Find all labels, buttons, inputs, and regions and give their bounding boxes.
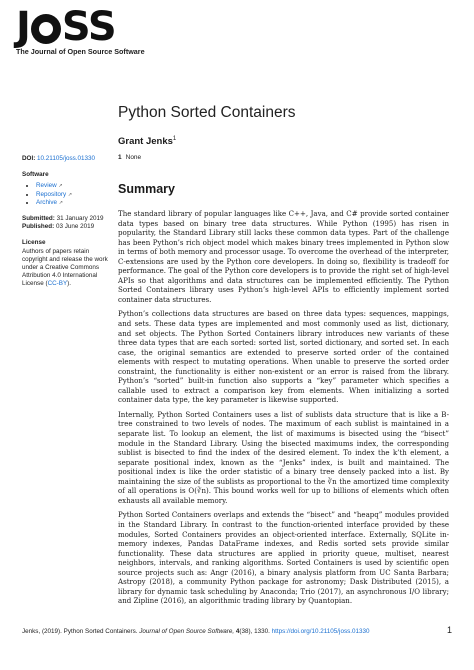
joss-logo	[16, 6, 145, 56]
license-heading: License	[22, 239, 46, 247]
list-item	[36, 182, 112, 190]
license-block	[22, 239, 112, 288]
logo-letter-j: J	[16, 4, 30, 50]
summary-heading: Summary	[118, 182, 175, 196]
external-link-icon: ↗	[58, 199, 63, 206]
license-body: Authors of papers retain copyright and release the work under a Creative Commons Attribution 4.0 International License (	[22, 247, 108, 288]
journal-name: The Journal of Open Source Software	[16, 47, 145, 56]
affiliation	[118, 154, 141, 161]
published-label: Published:	[22, 223, 55, 231]
license-end: ).	[67, 280, 72, 288]
sidebar	[22, 155, 112, 297]
submitted-label: Submitted:	[22, 215, 55, 223]
license-text	[22, 248, 112, 289]
paragraph: The standard library of popular languages like C++, Java, and C# provide sorted container data types based on binary tree data structures. While Python (1995) has risen in popularity, the Standard Library still lacks these common data types. Part of the challenge has been Python’s rich object model which makes binary trees implemented in Python slow in terms of both memory and processor usage. To overcome the overhead of the interpreter, C-extensions are used by the Python core developers. In doing so, flexibility is tradeoff for performance. The goal of the Python core developers is to provide the right set of high-level APIs so that algorithms and data structures can be implemented efficiently. The Python Sorted Containers library uses Python’s high-level APIs to efficiently implement sorted container data structures.	[118, 209, 449, 304]
citation	[22, 628, 370, 635]
review-link[interactable]: Review	[36, 182, 57, 190]
page-number: 1	[446, 625, 452, 635]
doi-label: DOI:	[22, 155, 36, 162]
logo-ring-icon	[31, 14, 61, 44]
published-date: 03 June 2019	[55, 223, 95, 231]
paper-author	[118, 136, 176, 147]
citation-issue: (38), 1330.	[239, 628, 270, 635]
paragraph: Internally, Python Sorted Containers uses a list of sublists data structure that is like a B-tree constrained to two levels of nodes. The maximum of each sublist is maintained in a separate list. To lookup an element, the list of maximums is bisected using the “bisect” module in the Standard Library. Using the bisected maximums index, the corresponding sublist is bisected to find the index of the desired element. To index the k’th element, a separate positional index, known as the “Jenks” index, is built and maintained. The positional index is like the order statistic of a binary tree densely packed into a list. By maintaining the size of the sublists as proportional to the ∛n the amortized time complexity of all operations is O(∛n). This bound works well for up to billions of elements which often exhausts all available memory.	[118, 409, 449, 505]
list-item	[36, 199, 112, 207]
external-link-icon: ↗	[58, 183, 63, 190]
software-links	[22, 182, 112, 207]
license-link[interactable]: CC-BY	[47, 280, 68, 288]
archive-link[interactable]: Archive	[36, 198, 57, 206]
dates-block	[22, 215, 112, 231]
citation-volume-num: 4	[235, 628, 240, 635]
paragraph: Python’s collections data structures are based on three data types: sequences, mappings, and sets. These data types are implemented and most commonly used as list, dictionary, and set objects. The Python Sorted Containers library introduces new variants of these three data types that are each sorted: sorted list, sorted dictionary, and sorted set. In each case, the original semantics are extended to preserve sorted order of the contained elements with respect to mutating operations. When unable to preserve the sorted order constraint, the functionality is either non-existent or an error is raised from the library. Python’s “sorted” built-in function also supports a “key” parameter which specifies a callable used to extract a comparison key from elements. When initializing a sorted container data type, the key parameter is likewise supported.	[118, 309, 449, 405]
author-affil-marker: 1	[172, 136, 177, 142]
affiliation-text: None	[125, 154, 142, 161]
logo-letters-ss: SS	[61, 4, 116, 50]
published-row	[22, 223, 112, 231]
list-item	[36, 191, 112, 199]
software-block	[22, 171, 112, 207]
citation-journal: Journal of Open Source Software,	[139, 628, 235, 635]
repository-link[interactable]: Repository	[36, 190, 67, 198]
citation-doi-link[interactable]: https://doi.org/10.21105/joss.01330	[271, 628, 370, 635]
summary-body	[118, 209, 449, 611]
page-footer	[22, 625, 452, 635]
paper-title: Python Sorted Containers	[118, 104, 296, 121]
author-name[interactable]: Grant Jenks	[118, 136, 173, 148]
doi-link[interactable]: 10.21105/joss.01330	[37, 155, 96, 162]
doi-block	[22, 155, 112, 163]
external-link-icon: ↗	[67, 191, 73, 198]
software-heading: Software	[22, 171, 49, 179]
citation-volume	[236, 628, 270, 635]
submitted-date: 31 January 2019	[56, 215, 104, 223]
submitted-row	[22, 215, 112, 223]
citation-start: Jenks, (2019). Python Sorted Containers.	[22, 628, 138, 635]
paragraph: Python Sorted Containers overlaps and extends the “bisect” and “heapq” modules provided in the Standard Library. In contrast to the function-oriented interface provided by these modules, Sorted Containers provides an object-oriented interface. Externally, SQLite in-memory indexes, Pandas DataFrame indexes, and Redis sorted sets provide similar functionality. These data structures are applied in priority queue, multiset, nearest neighbors, intervals, and ranking algorithms. Sorted Containers is used by scientific open source projects such as: Angr (2016), a binary analysis platform from UC Santa Barbara; Astropy (2018), a community Python package for astronomy; Dask Distributed (2015), a library for dynamic task scheduling by Anaconda; Trio (2017), an asynchronous I/O library; and Zipline (2016), an algorithmic trading library by Quantopian.	[118, 510, 449, 606]
affiliation-number: 1	[118, 154, 122, 161]
